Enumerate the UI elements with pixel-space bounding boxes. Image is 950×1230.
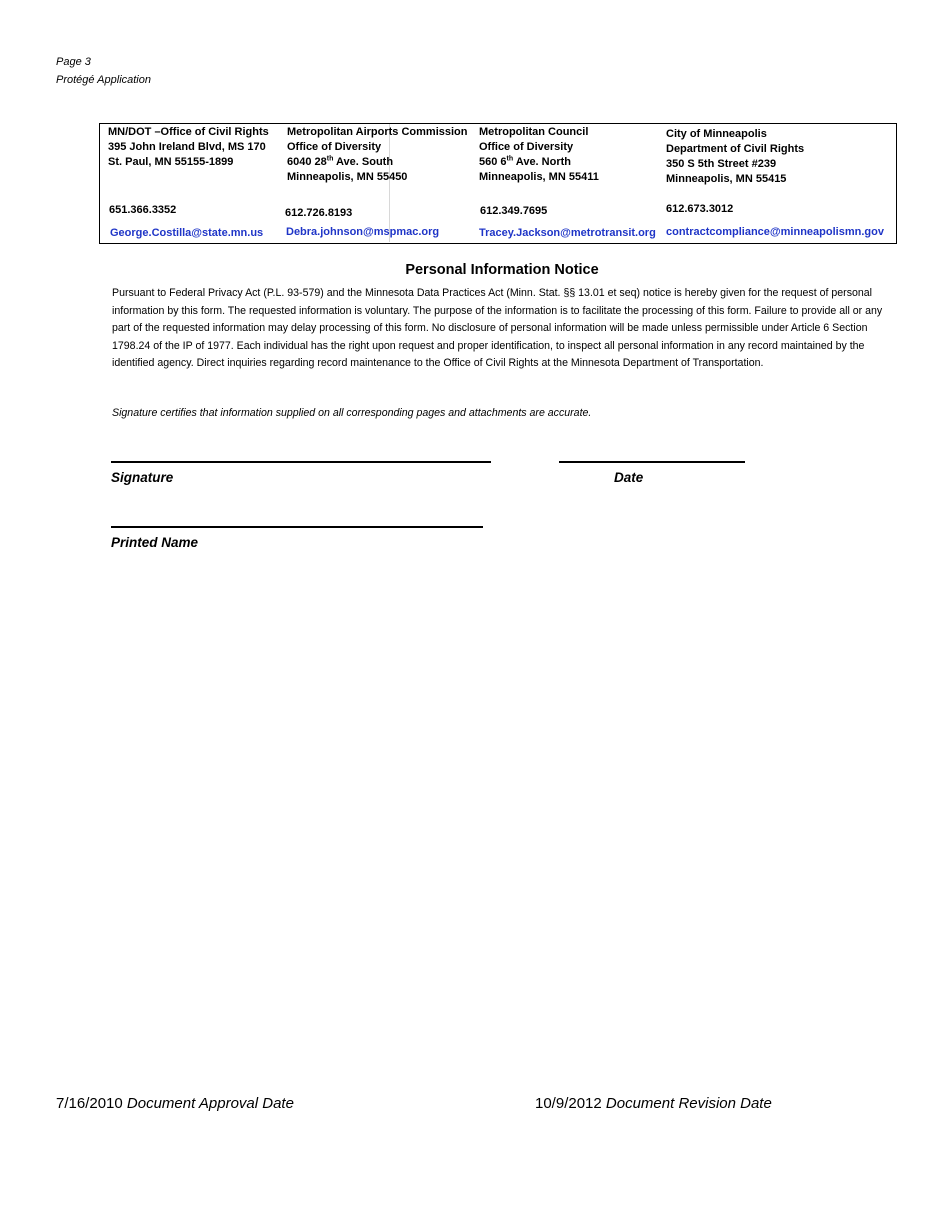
contact-line: 395 John Ireland Blvd, MS 170: [108, 141, 266, 153]
contact-line: MN/DOT –Office of Civil Rights: [108, 126, 269, 138]
contact-line: 560 6th Ave. North: [479, 155, 571, 168]
signature-line[interactable]: [111, 461, 491, 463]
contact-email[interactable]: Debra.johnson@mspmac.org: [286, 226, 440, 238]
document-title: Protégé Application: [56, 74, 151, 86]
certification-statement: Signature certifies that information supplied on all corresponding pages and attachments are accurate.: [112, 407, 592, 419]
contact-line: City of Minneapolis: [666, 128, 767, 140]
contact-phone: 612.726.8193: [285, 207, 353, 219]
contact-line: 350 S 5th Street #239: [666, 158, 777, 170]
printed-name-line[interactable]: [111, 526, 483, 528]
contact-line: Metropolitan Airports Commission: [287, 126, 468, 138]
notice-body: Pursuant to Federal Privacy Act (P.L. 93-579) and the Minnesota Data Practices Act (Minn. Stat. §§ 13.01 et seq) notice is hereby given for the request of personal information by this form. The requested information is voluntary. The purpose of the information is to facilitate the processing of this form. Failure to provide all or any part of the requested information may delay processing of this form. No disclosure of personal information will be made unless permissible under Article 6 Section 1798.24 of the IP of 1977. Each individual has the right upon request and proper identification, to inspect all personal information in any record maintained by the identified agency. Direct inquiries regarding record maintenance to the Office of Civil Rights at the Minnesota Department of Transportation.: [112, 287, 883, 369]
contact-table: [99, 123, 897, 244]
date-line[interactable]: [559, 461, 745, 463]
contact-mac: [285, 125, 468, 238]
contact-phone: 612.673.3012: [666, 203, 734, 215]
revision-date: 10/9/2012 Document Revision Date: [535, 1095, 772, 1112]
contact-line: Office of Diversity: [287, 141, 382, 153]
printed-name-label: Printed Name: [111, 535, 199, 550]
contact-minneapolis: [666, 127, 884, 238]
contact-line: 6040 28th Ave. South: [287, 155, 394, 168]
notice-title: Personal Information Notice: [405, 262, 599, 278]
page-number: Page 3: [56, 56, 91, 68]
approval-date: 7/16/2010 Document Approval Date: [56, 1095, 294, 1112]
contact-met-council: [479, 125, 656, 239]
contact-mndot: [108, 125, 269, 239]
contact-phone: 612.349.7695: [480, 205, 548, 217]
contact-email[interactable]: George.Costilla@state.mn.us: [110, 227, 264, 239]
contact-line: St. Paul, MN 55155-1899: [108, 156, 234, 168]
contact-email[interactable]: contractcompliance@minneapolismn.gov: [666, 226, 884, 238]
contact-line: Department of Civil Rights: [666, 143, 805, 155]
contact-line: Minneapolis, MN 55411: [479, 171, 599, 183]
date-label: Date: [614, 470, 644, 485]
contact-line: Minneapolis, MN 55415: [666, 173, 787, 185]
contact-phone: 651.366.3352: [109, 204, 177, 216]
contact-line: Minneapolis, MN 55450: [287, 171, 408, 183]
contact-line: Office of Diversity: [479, 141, 574, 153]
contact-email[interactable]: Tracey.Jackson@metrotransit.org: [479, 227, 656, 239]
signature-label: Signature: [111, 470, 174, 485]
contact-line: Metropolitan Council: [479, 126, 589, 138]
